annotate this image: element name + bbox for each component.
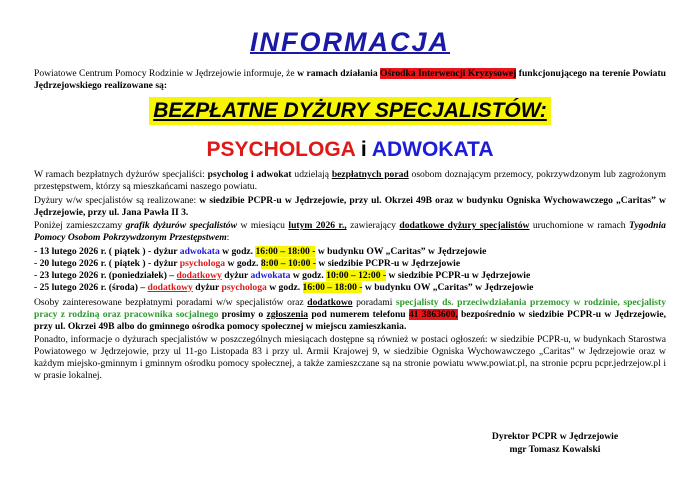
signature-name: mgr Tomasz Kowalski [509,443,601,455]
schedule-mid: w godz. [290,269,327,281]
p3-extra: dodatkowe dyżury specjalistów [399,220,530,232]
paragraph-5: Ponadto, informacje o dyżurach specjalistów w poszczególnych miesiącach dostępne są również w postaci ogłoszeń: w siedzibie PCPR-u, w budynkach Starostwa Powiatowego w Jędrzejowie, przy ul 11-go Listopada 83 i przy ul. Armii Krajowej 9, w siedzibie Ogniska Wychowawczego „Caritas” w Jędrzejowie oraz w każdym miejsko-gminnym i gminnym ośrodku pomocy społecznej, a także zamieszczane są na stronie powiatu www.powiat.pl, na stronie pcpru pcpr.jedrzejow.pl i w prasie lokalnej. [34,334,666,381]
p3-text-3: zawierający [346,220,400,232]
title-wrap [34,26,666,64]
banner-wrap [34,97,666,133]
p4-text-3: prosimy o [218,309,267,321]
schedule-time: 16:00 – 18:00 - [302,281,363,293]
schedule-specialist: psychologa [221,281,267,293]
schedule-specialist: adwokata [179,245,220,257]
p1-text: W ramach bezpłatnych dyżurów specjaliści: [34,169,208,181]
schedule-date: - 25 lutego 2026 r. (środa) – [34,281,148,293]
paragraph-2 [34,195,666,218]
p1-text-2: udzielają [291,169,332,181]
schedule-date: - 20 lutego 2026 r. ( piątek ) - dyżur [34,257,180,269]
schedule-extra: dodatkowy [176,269,222,281]
schedule-item [34,270,666,282]
schedule-place: w budynku OW „Caritas” w Jędrzejowie [362,281,534,293]
schedule-mid: w godz. [225,257,261,269]
p3-text-2: w miesiącu [237,220,289,232]
schedule-place: w siedzibie PCPR-u w Jędrzejowie [315,257,461,269]
p4-text-4: pod numerem telefonu [308,309,409,321]
intro-text-1: Powiatowe Centrum Pomocy Rodzinie w Jędrzejowie informuje, że [34,68,298,79]
p2-text: Dyżury w/w specjalistów są realizowane: [34,194,200,206]
p1-underlined: bezpłatnych porad [331,169,409,181]
paragraph-1 [34,169,666,192]
subtitle-psychologa: PSYCHOLOGA [206,138,356,162]
paragraph-3 [34,220,666,243]
p3-text-4: uruchomione w ramach [529,220,630,232]
schedule-time: 16:00 – 18:00 - [255,245,316,257]
subtitle [34,133,666,167]
schedule-list [34,246,666,294]
schedule-item [34,258,666,270]
signature-block [470,431,640,457]
subtitle-adwokata: ADWOKATA [371,138,494,162]
subtitle-and: i [355,138,372,162]
p3-text: Poniżej zamieszczamy [34,220,126,232]
schedule-specialist: psychologa [179,257,226,269]
banner-heading: BEZPŁATNE DYŻURY SPECJALISTÓW: [149,97,551,125]
schedule-date: - 23 lutego 2026 r. (poniedziałek) – [34,269,177,281]
p1-text-3: osobom doznającym przemocy, pokrzywdzonym lub zagrożonym przestępstwem, którzy są mieszkańcami naszego powiatu. [34,169,666,193]
p3-bold-italic: grafik dyżurów specjalistów [125,220,238,232]
schedule-specialist: adwokata [250,269,291,281]
p3-week: Tygodnia Pomocy Osobom Pokrzywdzonym Przestępstwem [34,220,666,243]
schedule-item [34,246,666,258]
intro-highlight: Ośrodka Interwencji Kryzysowej [380,68,517,79]
announcement-page [34,0,666,381]
p4-text-2: poradami [352,297,396,309]
p1-bold: psycholog i adwokat [207,169,292,181]
p4-specialists: specjalisty ds. przeciwdziałania przemocy w rodzinie, specjalisty pracy z rodziną oraz pracownika socjalnego [34,297,666,321]
intro-paragraph [34,68,666,91]
p3-month: lutym 2026 r., [288,220,347,232]
p3-colon: : [226,231,230,243]
schedule-extra: dodatkowy [147,281,193,293]
p4-additionally: dodatkowo [307,297,353,309]
signature-title: Dyrektor PCPR w Jędrzejowie [491,431,619,442]
schedule-time: 10:00 – 12:00 - [326,269,387,281]
schedule-place: w budynku OW „Caritas” w Jędrzejowie [315,245,487,257]
schedule-item [34,282,666,294]
schedule-word: dyżur [195,281,220,293]
p4-reports: zgłoszenia [266,309,309,321]
page-title: INFORMACJA [250,27,450,57]
schedule-time: 8:00 – 10:00 - [260,257,316,269]
schedule-mid: w godz. [266,281,303,293]
p4-text-5: bezpośrednio w siedzibie PCPR-u w Jędrzejowie, przy ul. Okrzei 49B albo do gminnego ośrodka pomocy społecznej w miejscu zamieszkania. [34,309,666,332]
schedule-mid: w godz. [219,245,256,257]
p4-text: Osoby zainteresowane bezpłatnymi poradami w/w specjalistów oraz [34,297,308,309]
p2-bold: w siedzibie PCPR-u w Jędrzejowie, przy ul. Okrzei 49B oraz w budynku Ogniska Wychowawczego „Caritas” w Jędrzejowie, przy ul. Jana Pawła II 3. [34,194,666,218]
schedule-word: dyżur [224,269,249,281]
intro-text-4: funkcjonującego na terenie Powiatu Jędrzejowskiego realizowane są: [34,68,666,91]
paragraph-4 [34,297,666,332]
intro-text-2: w ramach działania [297,68,381,79]
schedule-date: - 13 lutego 2026 r. ( piątek ) - dyżur [34,245,180,257]
schedule-place: w siedzibie PCPR-u w Jędrzejowie [386,269,531,281]
phone-number: 41 3863600, [408,309,458,321]
